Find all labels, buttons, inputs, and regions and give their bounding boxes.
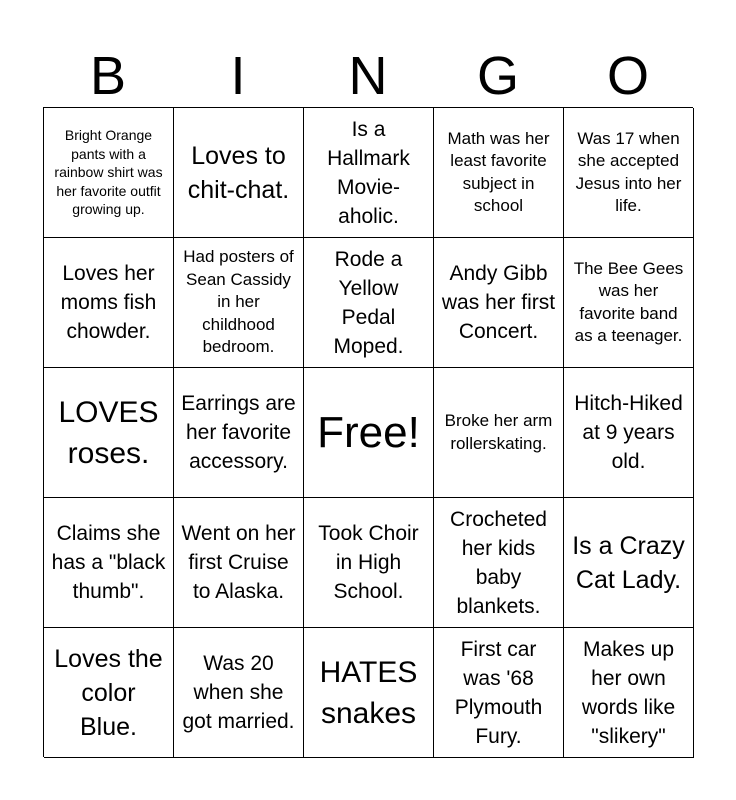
bingo-cell[interactable] (564, 238, 694, 368)
bingo-cell[interactable] (434, 108, 564, 238)
bingo-cell[interactable] (44, 368, 174, 498)
cell-text: Crocheted her kids baby blankets. (450, 507, 547, 618)
cell-text: Had posters of Sean Cassidy in her childhood bedroom. (183, 247, 294, 357)
cell-text: Math was her least favorite subject in school (447, 128, 550, 215)
bingo-cell[interactable] (304, 238, 434, 368)
bingo-cell[interactable] (564, 628, 694, 758)
cell-text: Loves her moms fish chowder. (60, 262, 157, 343)
cell-text: Took Choir in High School. (318, 522, 419, 603)
cell-text: The Bee Gees was her favorite band as a teenager. (573, 258, 684, 345)
bingo-cell[interactable] (434, 368, 564, 498)
bingo-cell[interactable] (564, 368, 694, 498)
cell-text: Rode a Yellow Pedal Moped. (333, 247, 404, 358)
bingo-cell[interactable] (174, 108, 304, 238)
bingo-grid (43, 107, 693, 757)
bingo-cell[interactable] (434, 498, 564, 628)
cell-text: Loves to chit-chat. (187, 141, 290, 204)
cell-text: Makes up her own words like "slikery" (581, 637, 676, 748)
cell-text: Earrings are her favorite accessory. (181, 392, 296, 473)
cell-text: Loves the color Blue. (54, 644, 163, 741)
bingo-cell[interactable] (564, 108, 694, 238)
bingo-cell[interactable] (174, 498, 304, 628)
header-letter-n: N (348, 46, 388, 106)
bingo-cell[interactable] (174, 628, 304, 758)
bingo-cell[interactable] (44, 498, 174, 628)
header-letter-g: G (476, 46, 519, 106)
bingo-cell[interactable] (174, 368, 304, 498)
bingo-header (43, 44, 693, 108)
cell-text: Is a Crazy Cat Lady. (572, 531, 685, 594)
bingo-cell[interactable] (44, 108, 174, 238)
bingo-cell[interactable] (564, 498, 694, 628)
bingo-cell[interactable] (434, 628, 564, 758)
header-letter-o: O (606, 46, 649, 106)
bingo-cell[interactable] (304, 628, 434, 758)
cell-text: LOVES roses. (58, 395, 159, 470)
header-letter-b: B (89, 46, 127, 106)
bingo-cell[interactable] (44, 628, 174, 758)
cell-text: Hitch-Hiked at 9 years old. (574, 392, 683, 473)
cell-text: Bright Orange pants with a rainbow shirt was her favorite outfit growing up. (54, 127, 163, 218)
cell-text: Was 17 when she accepted Jesus into her life. (575, 128, 682, 215)
header-letter-i: I (230, 46, 246, 106)
free-space-cell[interactable] (304, 368, 434, 498)
free-space-text: Free! (317, 407, 420, 457)
cell-text: First car was '68 Plymouth Fury. (454, 637, 543, 748)
cell-text: Andy Gibb was her first Concert. (441, 262, 556, 343)
bingo-cell[interactable] (304, 498, 434, 628)
cell-text: Is a Hallmark Movie-aholic. (327, 117, 410, 228)
cell-text: Broke her arm rollerskating. (444, 411, 553, 453)
cell-text: HATES snakes (319, 655, 418, 730)
bingo-cell[interactable] (174, 238, 304, 368)
bingo-cell[interactable] (434, 238, 564, 368)
cell-text: Was 20 when she got married. (182, 652, 295, 733)
bingo-cell[interactable] (44, 238, 174, 368)
bingo-cell[interactable] (304, 108, 434, 238)
cell-text: Went on her first Cruise to Alaska. (181, 522, 296, 603)
cell-text: Claims she has a "black thumb". (51, 522, 166, 603)
